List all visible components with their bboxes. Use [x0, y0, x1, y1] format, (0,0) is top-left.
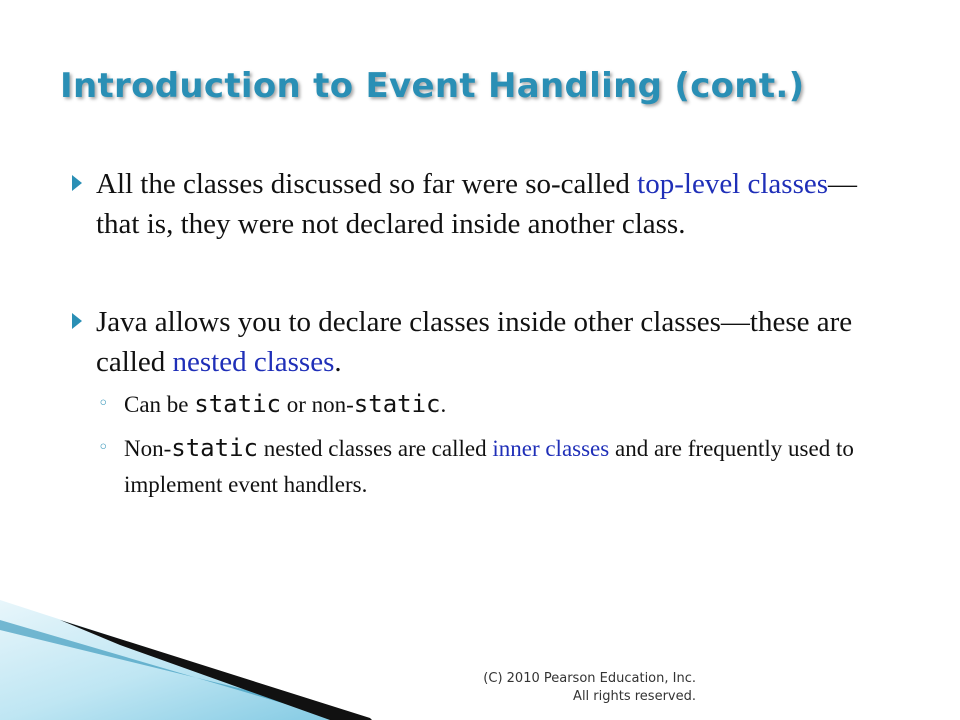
sub-bullet-static	[98, 386, 904, 423]
sub-bullet-text: or non-	[280, 392, 354, 417]
sub-bullet-text: Non-	[124, 436, 172, 461]
rights-line: All rights reserved.	[573, 689, 696, 704]
sub-bullet-text: nested classes are called	[257, 436, 493, 461]
corner-decoration	[0, 560, 400, 720]
code-keyword: static	[353, 390, 441, 418]
arrow-bullet-icon	[72, 175, 82, 191]
sub-bullet-text: Can be	[124, 392, 195, 417]
circle-bullet-icon: ◦	[98, 393, 109, 414]
bullet-nested-classes	[96, 302, 896, 382]
slide-title: Introduction to Event Handling (cont.)	[60, 66, 805, 106]
copyright-line: (C) 2010 Pearson Education, Inc.	[483, 671, 696, 686]
circle-bullet-icon: ◦	[98, 437, 109, 458]
bullet-text: All the classes discussed so far were so-called	[96, 168, 638, 200]
highlight-term: nested classes	[172, 346, 335, 378]
code-keyword: static	[171, 434, 258, 462]
bullet-text: Java allows you to declare classes inside other classes—these are called	[96, 306, 853, 378]
highlight-term: inner classes	[492, 436, 610, 461]
copyright-footer	[483, 670, 696, 706]
arrow-bullet-icon	[72, 313, 82, 329]
sub-bullet-inner-classes	[98, 430, 904, 503]
highlight-term: top-level classes	[637, 168, 829, 200]
bullet-top-level-classes	[96, 164, 896, 244]
bullet-text: —that is, they were not declared inside another class.	[96, 168, 858, 240]
code-keyword: static	[194, 390, 281, 418]
bullet-text: .	[334, 346, 342, 378]
sub-bullet-text: and are frequently used to implement event handlers.	[124, 436, 854, 497]
sub-bullet-text: .	[440, 392, 447, 417]
